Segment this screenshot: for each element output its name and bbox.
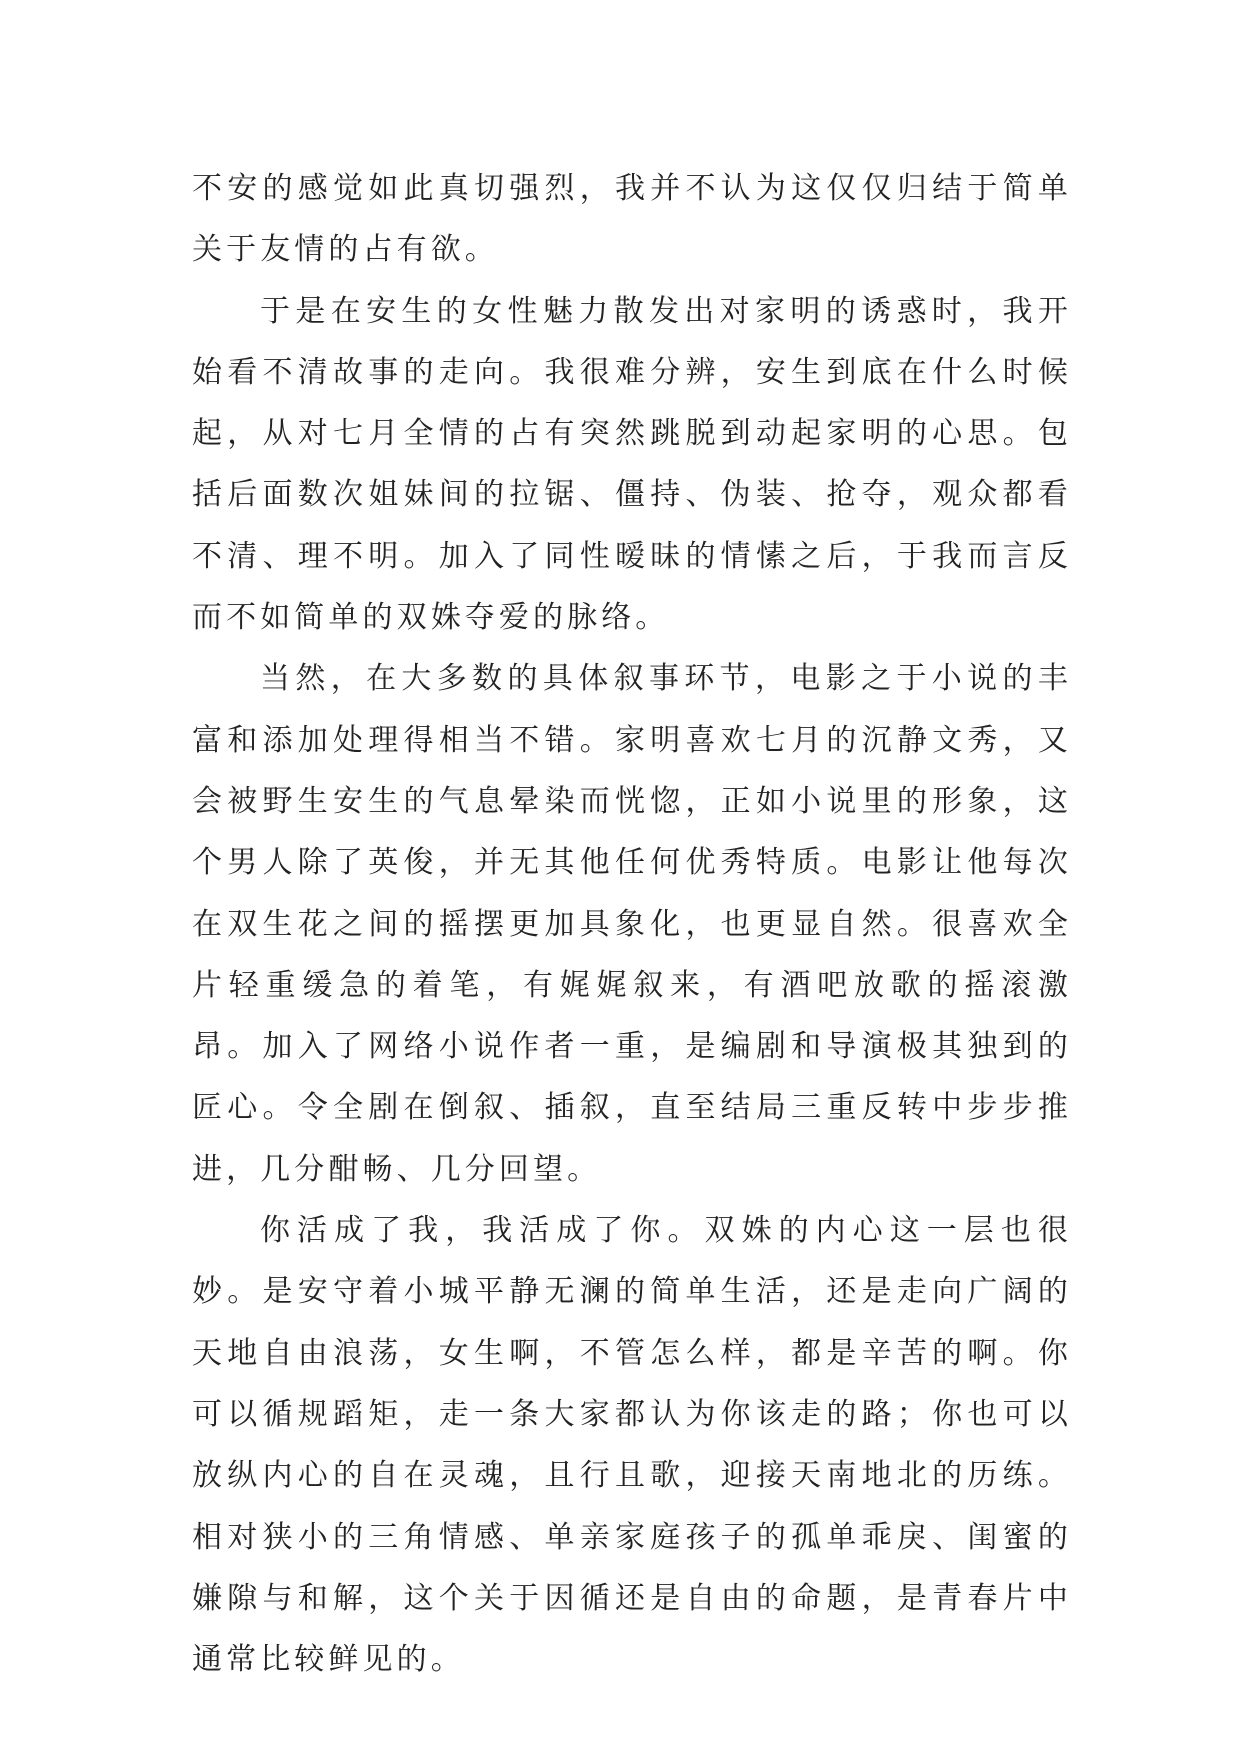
paragraph-1: 不安的感觉如此真切强烈，我并不认为这仅仅归结于简单关于友情的占有欲。	[192, 171, 1072, 268]
paragraph-2: 于是在安生的女性魅力散发出对家明的诱惑时，我开始看不清故事的走向。我很难分辨，安生到底在什么时候起，从对七月全情的占有突然跳脱到动起家明的心思。包括后面数次姐妹间的拉锯、僵持、伪装、抢夺，观众都看不清、理不明。加入了同性暧昧的情愫之后，于我而言反而不如简单的双姝夺爱的脉络。	[192, 293, 1072, 636]
document-page	[192, 158, 1072, 1690]
paragraph-4: 你活成了我，我活成了你。双姝的内心这一层也很妙。是安守着小城平静无澜的简单生活，还是走向广阔的天地自由浪荡，女生啊，不管怎么样，都是辛苦的啊。你可以循规蹈矩，走一条大家都认为你该走的路；你也可以放纵内心的自在灵魂，且行且歌，迎接天南地北的历练。相对狭小的三角情感、单亲家庭孩子的孤单乖戾、闺蜜的嫌隙与和解，这个关于因循还是自由的命题，是青春片中通常比较鲜见的。	[192, 1213, 1072, 1678]
paragraph-3: 当然，在大多数的具体叙事环节，电影之于小说的丰富和添加处理得相当不错。家明喜欢七月的沉静文秀，又会被野生安生的气息晕染而恍惚，正如小说里的形象，这个男人除了英俊，并无其他任何优秀特质。电影让他每次在双生花之间的摇摆更加具象化，也更显自然。很喜欢全片轻重缓急的着笔，有娓娓叙来，有酒吧放歌的摇滚激昂。加入了网络小说作者一重，是编剧和导演极其独到的匠心。令全剧在倒叙、插叙，直至结局三重反转中步步推进，几分酣畅、几分回望。	[192, 661, 1072, 1187]
